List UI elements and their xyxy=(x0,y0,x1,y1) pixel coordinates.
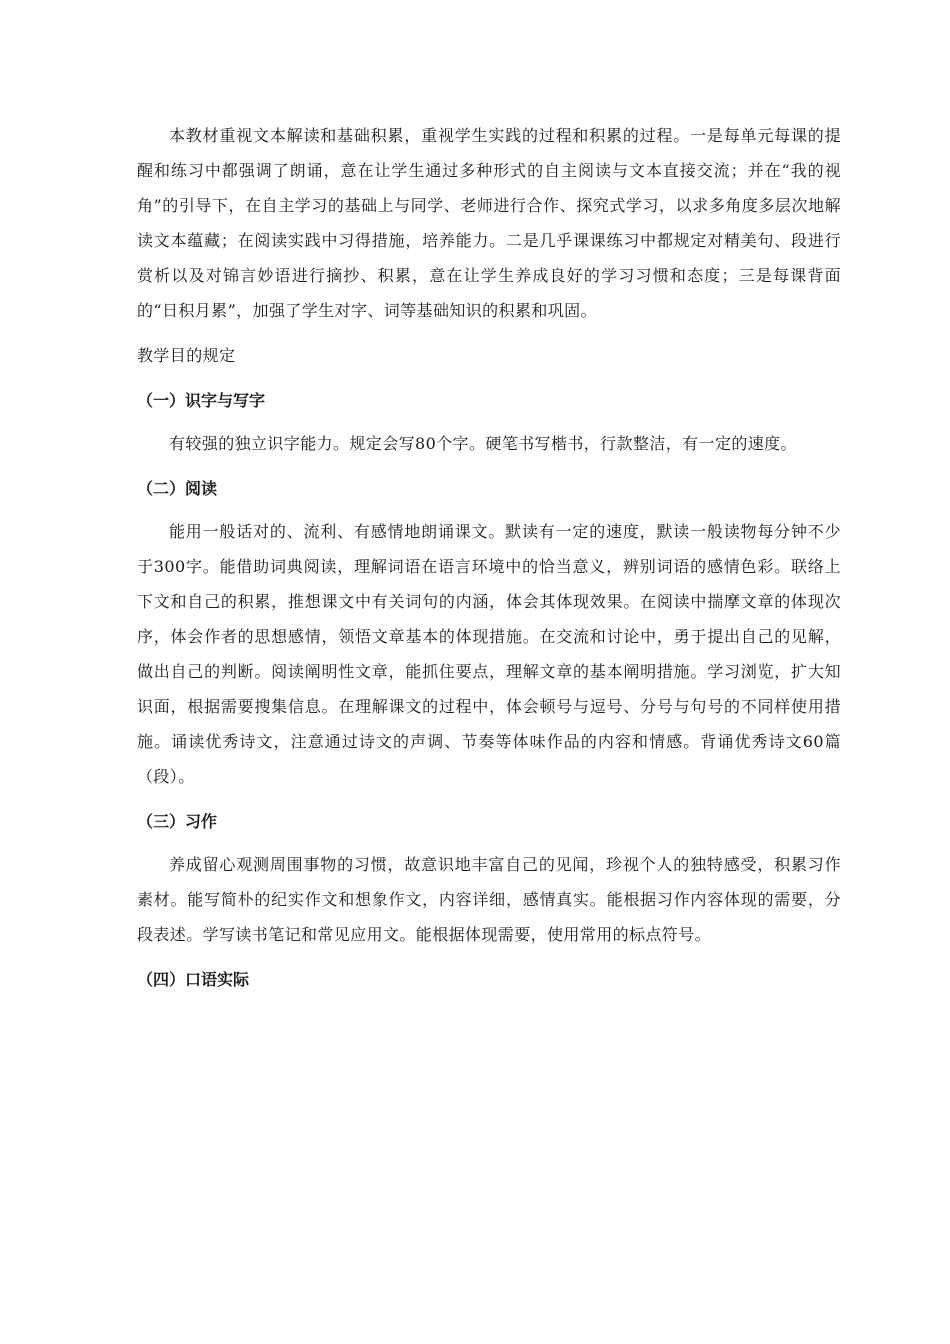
section-heading-literacy: （一）识字与写字 xyxy=(137,391,266,410)
section-heading-oral: （四）口语实际 xyxy=(137,970,250,989)
section-body-literacy: 有较强的独立识字能力。规定会写80个字。硬笔书写楷书，行款整洁，有一定的速度。 xyxy=(169,434,797,453)
section-body-reading: 能用一般话对的、流利、有感情地朗诵课文。默读有一定的速度，默读一般读物每分钟不少于300字。能借助词典阅读，理解词语在语言环境中的恰当意义，辨别词语的感情色彩。联络上下文和自己的积累，推想课文中有关词句的内涵，体会其体现效果。在阅读中揣摩文章的体现次序，体会作者的思想感情，领悟文章基本的体现措施。在交流和讨论中，勇于提出自己的见解，做出自己的判断。阅读阐明性文章，能抓住要点，理解文章的基本阐明措施。学习浏览，扩大知识面，根据需要搜集信息。在理解课文的过程中，体会顿号与逗号、分号与句号的不同样使用措施。诵读优秀诗文，注意通过诗文的声调、节奏等体味作品的内容和情感。背诵优秀诗文60篇（段）。 xyxy=(137,522,841,786)
section-heading-reading: （二）阅读 xyxy=(137,479,218,498)
goals-title: 教学目的规定 xyxy=(137,346,236,365)
intro-paragraph: 本教材重视文本解读和基础积累，重视学生实践的过程和积累的过程。一是每单元每课的提醒和练习中都强调了朗诵，意在让学生通过多种形式的自主阅读与文本直接交流；并在“我的视角”的引导下，在自主学习的基础上与同学、老师进行合作、探究式学习，以求多角度多层次地解读文本蕴藏；在阅读实践中习得措施，培养能力。二是几乎课课练习中都规定对精美句、段进行赏析以及对锦言妙语进行摘抄、积累，意在让学生养成良好的学习习惯和态度；三是每课背面的“日积月累”，加强了学生对字、词等基础知识的积累和巩固。 xyxy=(137,126,841,320)
document-page xyxy=(137,118,841,1005)
section-heading-writing: （三）习作 xyxy=(137,812,218,831)
section-body-writing: 养成留心观测周围事物的习惯，故意识地丰富自己的见闻，珍视个人的独特感受，积累习作素材。能写简朴的纪实作文和想象作文，内容详细，感情真实。能根据习作内容体现的需要，分段表述。学写读书笔记和常见应用文。能根据体现需要，使用常用的标点符号。 xyxy=(137,855,841,944)
